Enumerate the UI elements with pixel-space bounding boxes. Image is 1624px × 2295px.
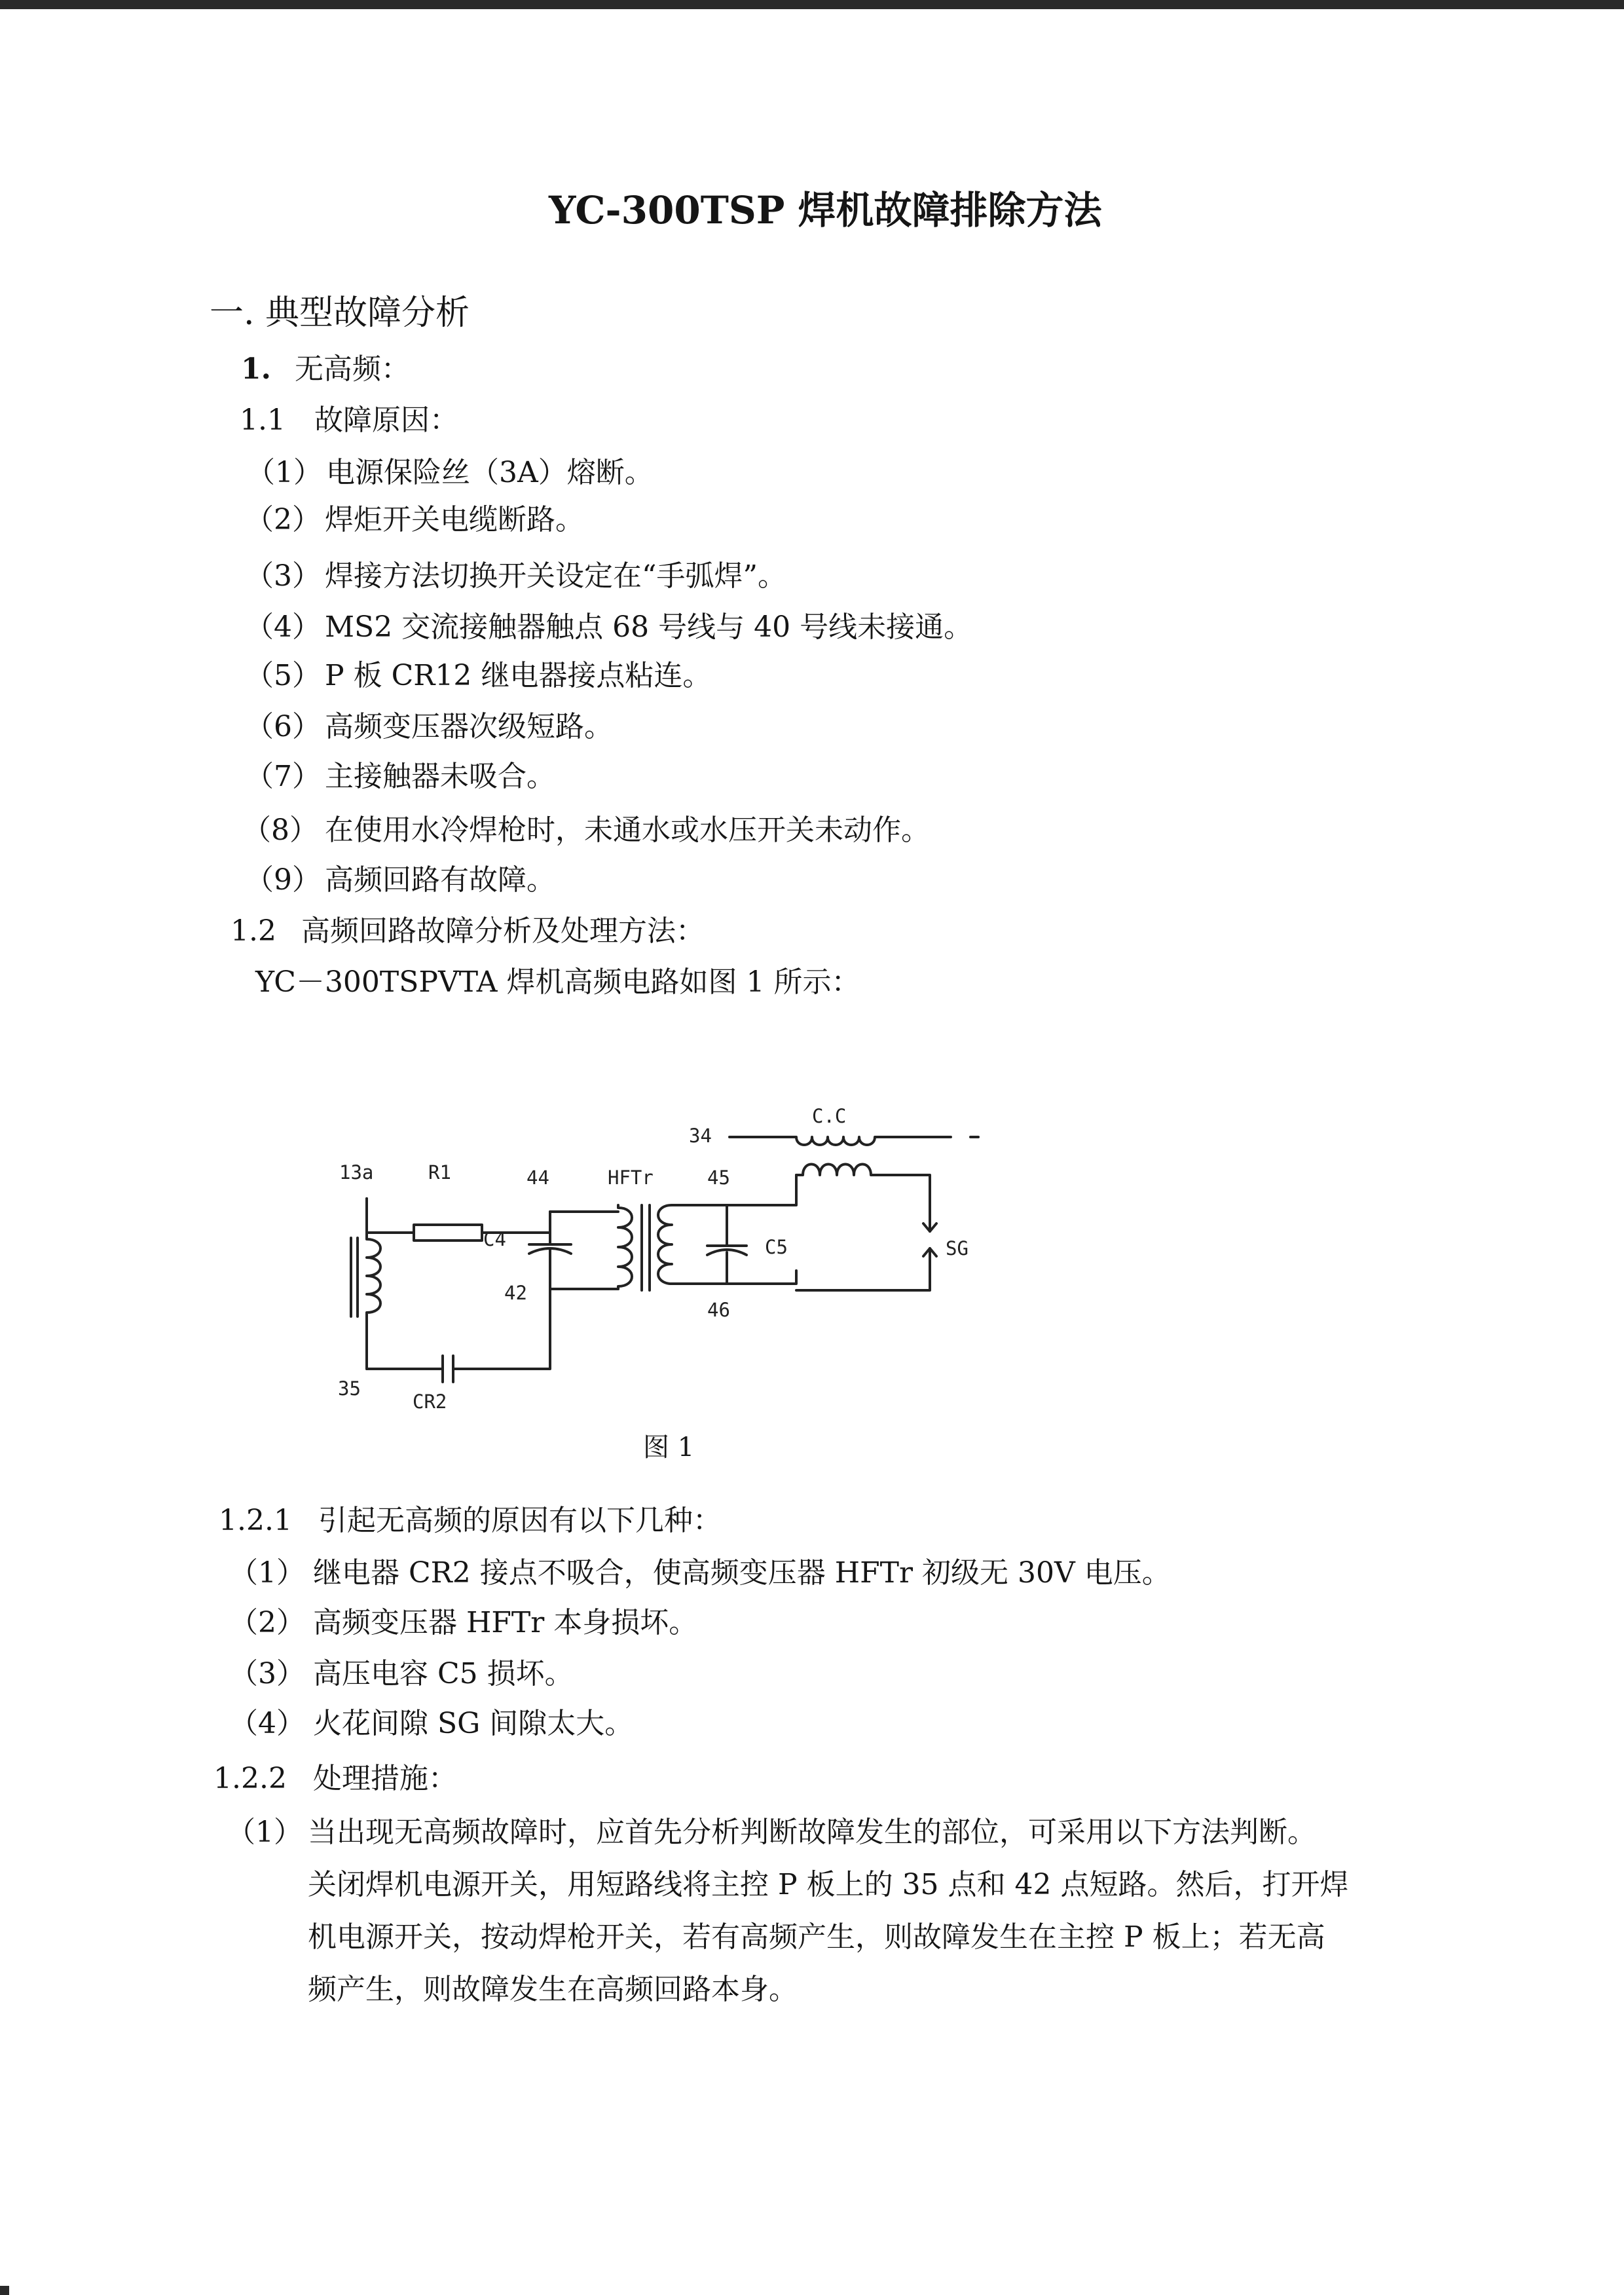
cause-num: （4） xyxy=(245,610,321,644)
measure-line: 机电源开关，按动焊枪开关，若有高频产生，则故障发生在主控 P 板上；若无高 xyxy=(308,1920,1325,1954)
cause-item xyxy=(245,559,786,593)
cause-num: （9） xyxy=(245,863,321,897)
measure-line: 频产生，则故障发生在高频回路本身。 xyxy=(308,1973,798,2006)
label-r1: R1 xyxy=(428,1161,451,1184)
cause-item xyxy=(245,659,712,692)
reason-num: （1） xyxy=(229,1556,305,1590)
cause-text: 焊炬开关电缆断路。 xyxy=(325,503,584,536)
cause-num: （3） xyxy=(245,559,321,593)
scan-corner xyxy=(0,2286,9,2295)
subsection-1-2-num: 1.2 xyxy=(231,914,276,948)
label-34: 34 xyxy=(689,1125,712,1147)
subsection-1-1-text: 故障原因： xyxy=(314,403,458,437)
subsection-1-2-text: 高频回路故障分析及处理方法： xyxy=(301,914,705,948)
cause-text: 电源保险丝（3A）熔断。 xyxy=(326,456,654,489)
cause-text: 主接触器未吸合。 xyxy=(325,760,555,793)
subsection-1-1-num: 1.1 xyxy=(240,403,286,437)
subsection-1-2-1-text: 引起无高频的原因有以下几种： xyxy=(318,1504,722,1537)
label-46: 46 xyxy=(707,1299,730,1321)
reason-item xyxy=(229,1709,633,1738)
reason-text: 高频变压器 HFTr 本身损坏。 xyxy=(313,1606,698,1639)
label-cr2: CR2 xyxy=(413,1390,447,1413)
measure-line: 当出现无高频故障时，应首先分析判断故障发生的部位，可采用以下方法判断。 xyxy=(308,1816,1316,1849)
label-45: 45 xyxy=(707,1166,730,1189)
cause-item xyxy=(242,813,930,847)
reason-text: 火花间隙 SG 间隙太大。 xyxy=(313,1707,634,1740)
subsection-1-1 xyxy=(240,403,458,437)
label-c4: C4 xyxy=(483,1228,506,1250)
cause-item xyxy=(246,458,654,487)
cause-item xyxy=(245,710,613,743)
reason-text: 高压电容 C5 损坏。 xyxy=(313,1657,574,1690)
reason-item xyxy=(229,1606,698,1639)
subsection-1-2-2-num: 1.2.2 xyxy=(213,1762,287,1795)
cause-item xyxy=(245,503,584,536)
subsection-1-2-2-text: 处理措施： xyxy=(312,1762,457,1795)
reason-item xyxy=(229,1657,574,1690)
label-cc: C.C xyxy=(812,1105,847,1127)
reason-num: （2） xyxy=(229,1606,305,1639)
cause-num: （5） xyxy=(245,659,321,692)
cause-text: 在使用水冷焊枪时，未通水或水压开关未动作。 xyxy=(325,813,930,847)
reason-num: （4） xyxy=(229,1707,305,1740)
figure-caption: 图 1 xyxy=(643,1432,695,1463)
cause-text: 高频回路有故障。 xyxy=(325,863,555,897)
reason-text: 继电器 CR2 接点不吸合，使高频变压器 HFTr 初级无 30V 电压。 xyxy=(313,1556,1171,1590)
label-c5: C5 xyxy=(765,1236,788,1258)
cause-text: P 板 CR12 继电器接点粘连。 xyxy=(325,659,712,692)
label-35: 35 xyxy=(338,1377,361,1400)
section-heading: 一. 典型故障分析 xyxy=(210,293,470,333)
cause-item xyxy=(245,610,973,644)
scan-top-edge xyxy=(0,0,1624,9)
label-44: 44 xyxy=(526,1166,549,1189)
label-42: 42 xyxy=(504,1282,527,1304)
measure-line: 关闭焊机电源开关，用短路线将主控 P 板上的 35 点和 42 点短路。然后，打开焊 xyxy=(308,1868,1349,1901)
cause-num: （7） xyxy=(245,760,321,793)
cause-num: （2） xyxy=(245,503,321,536)
subsection-1-2 xyxy=(231,914,705,948)
cause-text: 焊接方法切换开关设定在“手弧焊”。 xyxy=(325,559,786,593)
cause-text: 高频变压器次级短路。 xyxy=(325,710,613,743)
item-1-text: 无高频： xyxy=(294,352,410,386)
page-title: YC-300TSP 焊机故障排除方法 xyxy=(549,188,1102,233)
subsection-1-2-1 xyxy=(219,1506,722,1535)
subsection-1-2-1-num: 1.2.1 xyxy=(219,1504,292,1537)
cause-num: （6） xyxy=(245,710,321,743)
cause-text: MS2 交流接触器触点 68 号线与 40 号线未接通。 xyxy=(325,610,973,644)
reason-item xyxy=(229,1556,1171,1590)
item-1-label: 1. xyxy=(241,352,271,386)
cause-item xyxy=(245,863,555,897)
item-1 xyxy=(241,352,410,386)
measure-num: （1） xyxy=(227,1816,303,1849)
label-sg: SG xyxy=(946,1237,969,1259)
figure-intro: YC－300TSPVTA 焊机高频电路如图 1 所示： xyxy=(255,965,860,999)
cause-num: （1） xyxy=(246,456,322,489)
subsection-1-2-2 xyxy=(213,1764,457,1793)
cause-num: （8） xyxy=(242,813,318,847)
label-13a: 13a xyxy=(339,1161,374,1184)
reason-num: （3） xyxy=(229,1657,305,1690)
cause-item xyxy=(245,762,555,791)
label-hftr: HFTr xyxy=(608,1166,654,1189)
